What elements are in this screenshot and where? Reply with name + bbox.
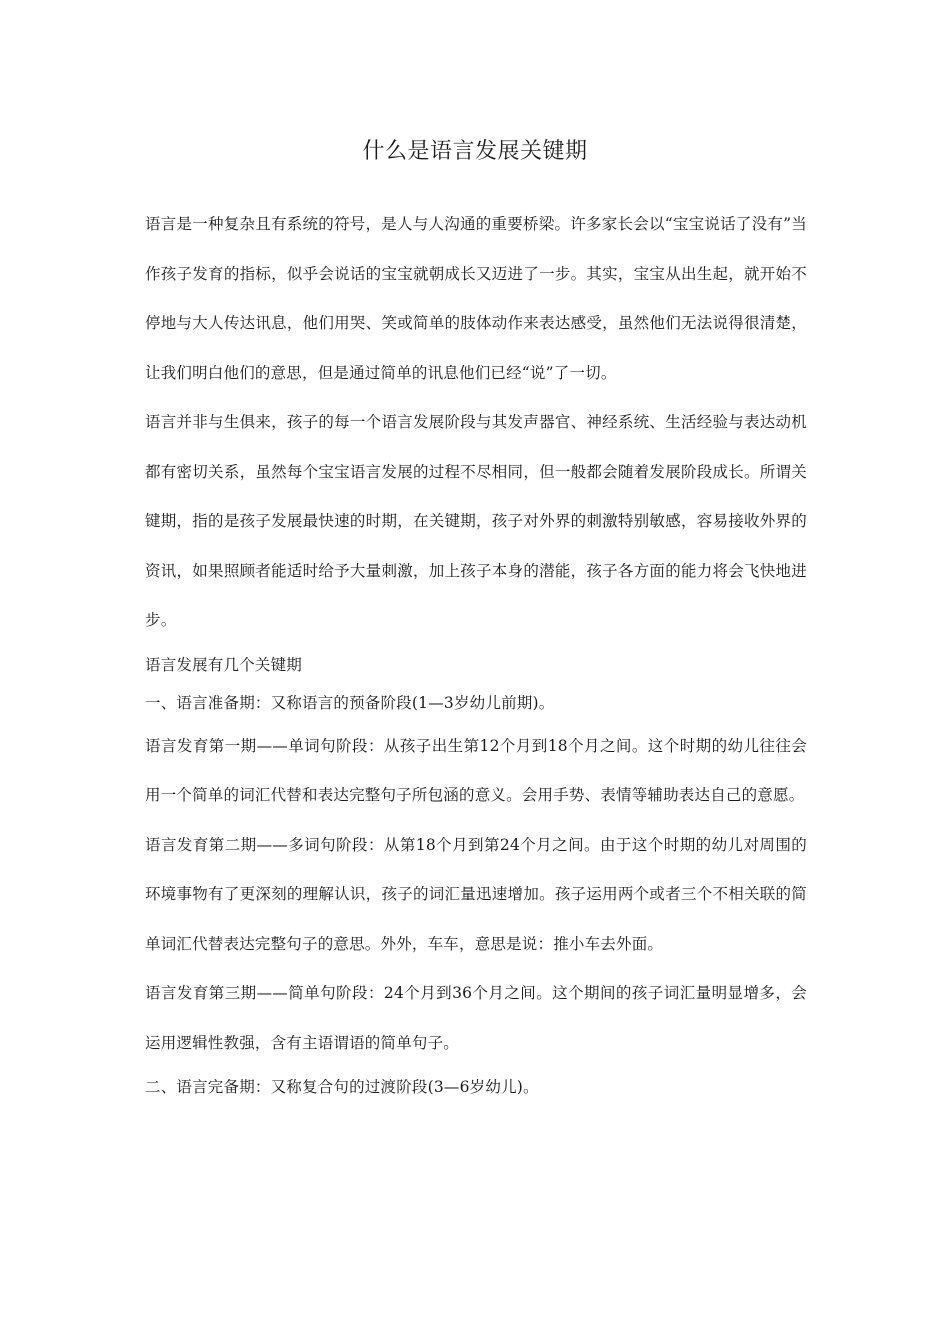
paragraph-intro: 语言是一种复杂且有系统的符号，是人与人沟通的重要桥梁。许多家长会以“宝宝说话了没有”当作孩子发育的指标，似乎会说话的宝宝就朝成长又迈进了一步。其实，宝宝从出生起，就开始不停地与大人传达讯息，他们用哭、笑或简单的肢体动作来表达感受，虽然他们无法说得很清楚，让我们明白他们的意思，但是通过简单的讯息他们已经“说”了一切。 bbox=[145, 215, 807, 382]
document-body bbox=[145, 200, 807, 1106]
paragraph-phase-two: 语言发育第二期——多词句阶段：从第18个月到第24个月之间。由于这个时期的幼儿对周围的环境事物有了更深刻的理解认识，孩子的词汇量迅速增加。孩子运用两个或者三个不相关联的简单词汇代替表达完整句子的意思。外外，车车，意思是说：推小车去外面。 bbox=[145, 835, 807, 953]
stage-two-heading: 二、语言完备期：又称复合句的过渡阶段(3—6岁幼儿)。 bbox=[145, 1078, 539, 1096]
stage-one-heading: 一、语言准备期：又称语言的预备阶段(1—3岁幼儿前期)。 bbox=[145, 693, 555, 712]
section-heading: 语言发展有几个关键期 bbox=[145, 655, 303, 674]
paragraph-critical-period: 语言并非与生俱来，孩子的每一个语言发展阶段与其发声器官、神经系统、生活经验与表达动机都有密切关系，虽然每个宝宝语言发展的过程不尽相同，但一般都会随着发展阶段成长。所谓关键期，指的是孩子发展最快速的时期，在关键期，孩子对外界的刺激特别敏感，容易接收外界的资讯，如果照顾者能适时给予大量刺激，加上孩子本身的潜能，孩子各方面的能力将会飞快地进步。 bbox=[145, 413, 807, 629]
paragraph-phase-one: 语言发育第一期——单词句阶段：从孩子出生第12个月到18个月之间。这个时期的幼儿往往会用一个简单的词汇代替和表达完整句子所包涵的意义。会用手势、表情等辅助表达自己的意愿。 bbox=[145, 736, 807, 804]
document-title: 什么是语言发展关键期 bbox=[362, 139, 588, 164]
paragraph-phase-three: 语言发育第三期——简单句阶段：24个月到36个月之间。这个期间的孩子词汇量明显增多，会运用逻辑性教强，含有主语谓语的简单句子。 bbox=[145, 984, 807, 1052]
